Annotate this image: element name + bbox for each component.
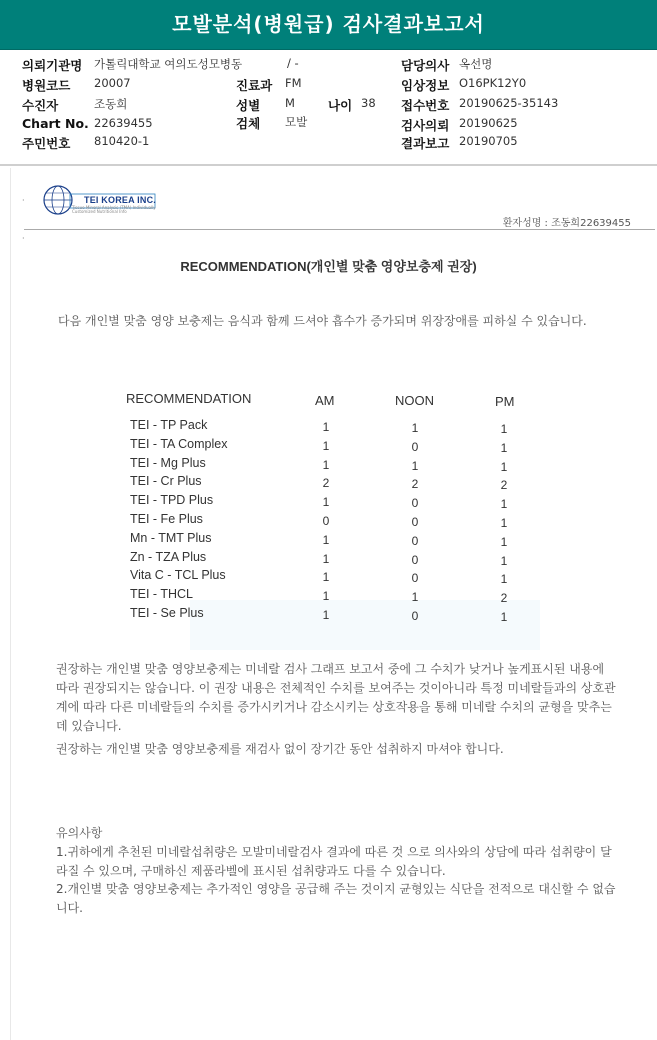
watermark <box>190 600 540 650</box>
row-pm: 1 <box>500 554 508 568</box>
row-am: 1 <box>322 458 330 472</box>
caution-item-1: 1.귀하에게 추천된 미네랄섭취량은 모발미네랄검사 결과에 따른 것 으로 의사와의 상담에 따라 섭취량이 달라질 수 있으며, 구매하신 제품라벨에 표시된 섭취량과도 다를 수 있습니다. <box>56 845 612 878</box>
row-am: 1 <box>322 439 330 453</box>
row-am: 1 <box>322 552 330 566</box>
department-value: FM <box>285 76 302 90</box>
report-title: 모발분석(병원급) 검사결과보고서 <box>172 12 485 36</box>
receipt-number-label: 접수번호 <box>401 98 450 113</box>
report-date-value: 20190705 <box>459 134 518 148</box>
clinical-info-label: 임상정보 <box>401 78 450 93</box>
patient-name-value: 조동희22639455 <box>551 218 631 229</box>
patient-name-label: 환자성명 : <box>502 218 548 229</box>
row-name: TEI - Fe Plus <box>130 512 203 526</box>
header-am: AM <box>315 393 335 408</box>
row-name: TEI - Se Plus <box>130 606 204 620</box>
patient-rule <box>24 229 655 230</box>
institution-extra: / - <box>287 56 299 70</box>
specimen-label: 검체 <box>236 116 261 131</box>
resident-number-value: 810420-1 <box>94 134 150 148</box>
header-recommendation: RECOMMENDATION <box>126 391 252 406</box>
row-am: 1 <box>322 420 330 434</box>
row-noon: 0 <box>411 440 419 454</box>
row-noon: 0 <box>411 553 419 567</box>
row-noon: 0 <box>411 571 419 585</box>
row-am: 1 <box>322 495 330 509</box>
margin-mark: · <box>22 196 25 205</box>
doctor-label: 담당의사 <box>401 58 450 73</box>
chart-number-value: 22639455 <box>94 116 153 130</box>
row-am: 1 <box>322 570 330 584</box>
row-name: Mn - TMT Plus <box>130 531 212 545</box>
row-pm: 1 <box>500 460 508 474</box>
row-am: 1 <box>322 608 330 622</box>
patient-name-line <box>503 214 631 229</box>
department-label: 진료과 <box>236 78 273 93</box>
chart-number-label: Chart No. <box>22 116 89 131</box>
hospital-code-label: 병원코드 <box>22 78 71 93</box>
row-noon: 1 <box>411 421 419 435</box>
age-label: 나이 <box>328 98 353 113</box>
row-pm: 1 <box>500 572 508 586</box>
gender-value: M <box>285 96 295 110</box>
row-noon: 0 <box>411 534 419 548</box>
recipient-label: 수진자 <box>22 98 59 113</box>
request-date-value: 20190625 <box>459 116 518 130</box>
institution-label: 의뢰기관명 <box>22 58 83 73</box>
recipient-value: 조동희 <box>94 97 128 111</box>
header-pm: PM <box>495 394 515 409</box>
row-pm: 1 <box>500 516 508 530</box>
doctor-value: 옥선명 <box>459 57 493 71</box>
specimen-value: 모발 <box>285 115 308 129</box>
row-name: TEI - TPD Plus <box>130 493 214 507</box>
logo-subtitle: Tissue Mineral Analysis (TMA) Individually Customized Nutritional Info <box>72 205 156 214</box>
row-pm: 1 <box>500 610 508 624</box>
row-name: TEI - TA Complex <box>130 437 228 451</box>
row-noon: 0 <box>411 496 419 510</box>
note-paragraph-2: 권장하는 개인별 맞춤 영양보충제를 재검사 없이 장기간 동안 섭취하지 마셔야 합니다. <box>56 742 504 756</box>
row-am: 2 <box>322 476 330 490</box>
clinical-info-value: O16PK12Y0 <box>459 76 527 90</box>
logo-company-name: TEI KOREA INC. <box>84 195 156 205</box>
institution-value: 가톨릭대학교 여의도성모병동 <box>94 57 243 71</box>
row-name: TEI - THCL <box>130 587 193 601</box>
intro-text: 다음 개인별 맞춤 영양 보충제는 음식과 함께 드셔야 흡수가 증가되며 위장장애를 피하실 수 있습니다. <box>58 314 587 328</box>
row-noon: 2 <box>411 477 419 491</box>
patient-info-block <box>0 52 657 162</box>
row-noon: 0 <box>411 515 419 529</box>
row-am: 1 <box>322 589 330 603</box>
report-header <box>0 0 657 50</box>
report-date-label: 결과보고 <box>401 136 450 151</box>
resident-number-label: 주민번호 <box>22 136 71 151</box>
row-noon: 1 <box>411 459 419 473</box>
row-name: TEI - TP Pack <box>130 418 208 432</box>
hospital-code-value: 20007 <box>94 76 131 90</box>
row-name: TEI - Cr Plus <box>130 474 202 488</box>
note-paragraph-1: 권장하는 개인별 맞춤 영양보충제는 미네랄 검사 그래프 보고서 중에 그 수치가 낮거나 높게표시된 내용에 따라 권장되지는 않습니다. 이 권장 내용은 전체적인 수치를 보여주는 것이아니라 특정 미네랄들과의 상호관계에 따라 다른 미네랄들의 수치를 증가시키거나 감소시키는 상호작용을 통해 미네랄 수치의 균형을 맞추는데 있습니다. <box>56 662 616 733</box>
row-pm: 1 <box>500 422 508 436</box>
row-pm: 1 <box>500 441 508 455</box>
row-am: 1 <box>322 533 330 547</box>
row-name: Zn - TZA Plus <box>130 550 207 564</box>
row-am: 0 <box>322 514 330 528</box>
age-value: 38 <box>361 96 376 110</box>
row-name: TEI - Mg Plus <box>130 456 206 470</box>
row-name: Vita C - TCL Plus <box>130 568 226 582</box>
gender-label: 성별 <box>236 98 261 113</box>
row-pm: 1 <box>500 535 508 549</box>
row-noon: 0 <box>411 609 419 623</box>
caution-title: 유의사항 <box>56 826 103 840</box>
margin-mark: · <box>22 234 25 243</box>
caution-item-2: 2.개인별 맞춤 영양보충제는 추가적인 영양을 공급해 주는 것이지 균형있는 식단을 전적으로 대신할 수 없습니다. <box>56 882 616 915</box>
request-date-label: 검사의뢰 <box>401 118 450 133</box>
section-divider <box>0 164 657 166</box>
row-pm: 2 <box>500 591 508 605</box>
row-pm: 1 <box>500 497 508 511</box>
receipt-number-value: 20190625-35143 <box>459 96 559 110</box>
row-pm: 2 <box>500 478 508 492</box>
header-noon: NOON <box>395 393 434 408</box>
row-noon: 1 <box>411 590 419 604</box>
recommendation-title: RECOMMENDATION(개인별 맞춤 영양보충제 권장) <box>180 259 477 274</box>
